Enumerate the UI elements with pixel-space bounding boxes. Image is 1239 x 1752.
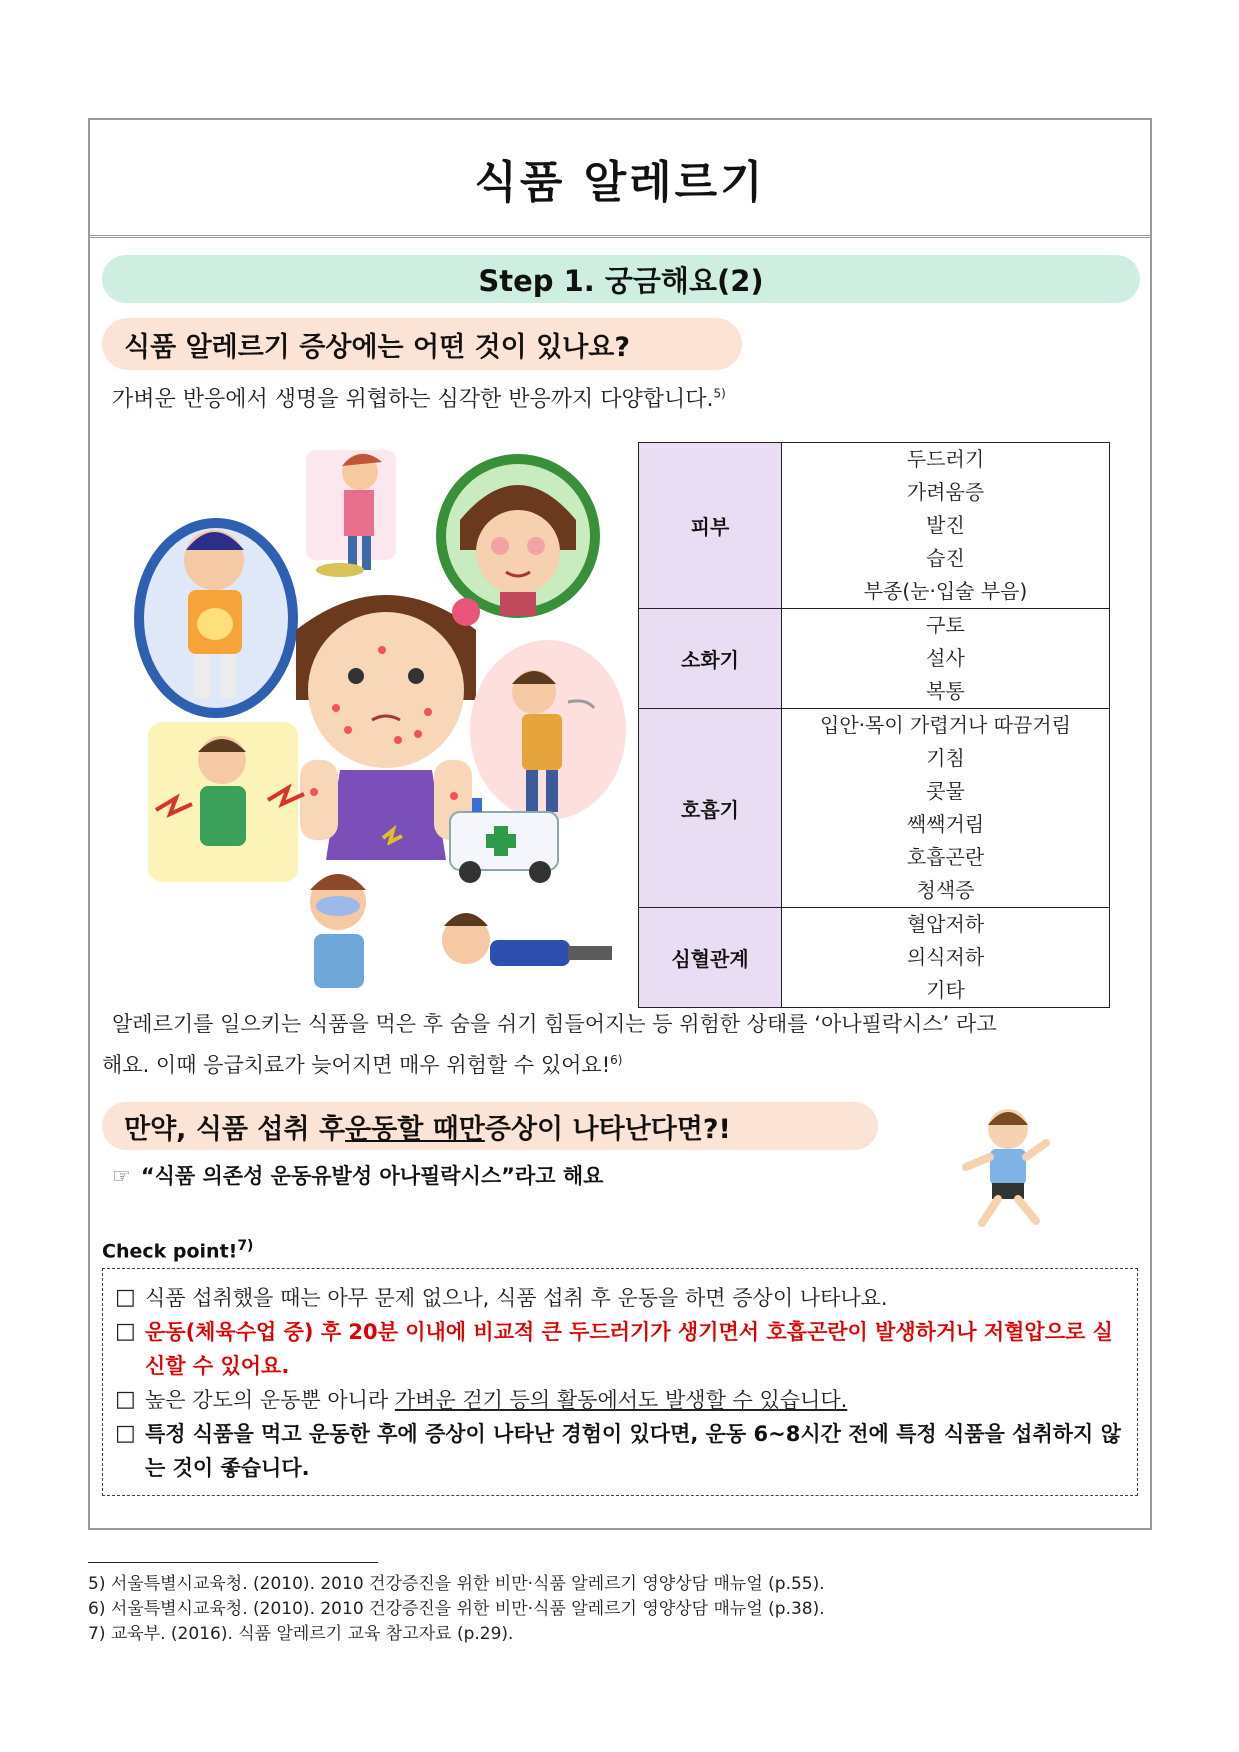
shocked-boy-figure (148, 722, 304, 882)
checkbox-icon[interactable]: □ (115, 1421, 136, 1446)
check-item-text: 특정 식품을 먹고 운동한 후에 증상이 나타난 경험이 있다면, 운동 6~8시간 전에 특정 식품을 섭취하지 않는 것이 좋습니다. (145, 1422, 1121, 1480)
step-banner: Step 1. 궁금해요(2) (102, 255, 1140, 303)
footnote-ref-5: 5) (713, 386, 726, 401)
exercise-anaphylaxis-text: “식품 의존성 운동유발성 아나필락시스”라고 해요 (140, 1164, 604, 1188)
intro-text (112, 382, 726, 413)
anaphylaxis-line-2-text: 해요. 이때 응급치료가 늦어지면 매우 위험할 수 있어요! (102, 1053, 611, 1077)
check-point-title (102, 1238, 253, 1262)
symptom-items-cell (782, 443, 1110, 609)
footnotes (88, 1572, 825, 1647)
symptom-item: 의식저하 (906, 945, 985, 969)
footnote-ref-6: 6) (610, 1053, 623, 1067)
question2-after: 증상이 나타난다면?! (484, 1113, 731, 1145)
symptom-item: 구토 (926, 613, 965, 637)
symptom-item: 쌕쌕거림 (906, 812, 985, 836)
check-item-text: 운동(체육수업 중) 후 20분 이내에 비교적 큰 두드러기가 생기면서 호흡곤란이 발생하거나 저혈압으로 실신할 수 있어요. (145, 1320, 1113, 1378)
content-frame (88, 118, 1152, 1530)
anaphylaxis-line-1: 알레르기를 일으키는 식품을 먹은 후 숨을 쉬기 힘들어지는 등 위험한 상태를 ‘아나필락시스’ 라고 (112, 1012, 997, 1036)
itchy-eyes-girl-figure (436, 454, 600, 618)
symptom-table (638, 442, 1110, 1008)
fainted-boy-figure (442, 913, 612, 966)
checkbox-icon[interactable]: □ (115, 1387, 136, 1412)
question2-underlined: 운동할 때만 (345, 1113, 485, 1145)
symptom-table-row (639, 709, 1110, 908)
page-title: 식품 알레르기 (474, 156, 766, 208)
footnote-ref-7: 7) (237, 1238, 254, 1254)
symptom-item: 기타 (926, 978, 965, 1002)
symptom-category-cell: 심혈관계 (639, 908, 782, 1008)
check-point-box (102, 1268, 1138, 1496)
running-boy-illustration (950, 1105, 1058, 1235)
footnote-6: 6) 서울특별시교육청. (2010). 2010 건강증진을 위한 비만·식품 알레르기 영양상담 매뉴얼 (p.38). (88, 1599, 825, 1619)
check-item-text-before: 높은 강도의 운동뿐 아니라 (145, 1388, 395, 1412)
check-item-text-underlined: 가벼운 걷기 등의 활동에서도 발생할 수 있습니다. (394, 1388, 848, 1412)
symptom-items-cell (782, 609, 1110, 709)
symptom-items-cell (782, 908, 1110, 1008)
symptom-items-cell (782, 709, 1110, 908)
question2-before: 만약, 식품 섭취 후 (124, 1113, 346, 1145)
check-point-label: Check point! (102, 1240, 238, 1263)
allergy-symptoms-illustration (128, 440, 628, 988)
symptom-item: 복통 (926, 679, 965, 703)
symptom-item: 콧물 (926, 779, 965, 803)
check-item (115, 1383, 1125, 1417)
symptom-item: 혈압저하 (906, 912, 985, 936)
symptom-item: 기침 (926, 746, 965, 770)
stomach-pain-boy-figure (134, 518, 298, 718)
anaphylaxis-line-2 (102, 1042, 1142, 1083)
symptom-item: 입안·목이 가렵거나 따끔거림 (820, 713, 1071, 737)
check-item-warning (115, 1315, 1125, 1383)
exercise-anaphylaxis-line (112, 1160, 603, 1190)
question-exercise-heading (102, 1102, 878, 1150)
footnote-divider (88, 1562, 378, 1563)
question-symptoms-heading: 식품 알레르기 증상에는 어떤 것이 있나요? (102, 318, 742, 370)
symptom-category-cell: 피부 (639, 443, 782, 609)
symptom-item: 호흡곤란 (906, 845, 985, 869)
checkbox-icon[interactable]: □ (115, 1285, 136, 1310)
coughing-boy-figure (470, 640, 626, 820)
pointing-hand-icon: ☞ (112, 1164, 131, 1188)
check-item-text: 식품 섭취했을 때는 아무 문제 없으나, 식품 섭취 후 운동을 하면 증상이 나타나요. (145, 1286, 888, 1310)
symptom-item: 두드러기 (906, 447, 985, 471)
symptom-item: 청색증 (916, 878, 975, 902)
vomiting-girl-figure (306, 450, 396, 577)
symptom-item: 설사 (926, 646, 965, 670)
anaphylaxis-paragraph (102, 1006, 1142, 1083)
checkbox-icon[interactable]: □ (115, 1319, 136, 1344)
check-item-text (145, 1383, 1125, 1417)
symptom-category-cell: 소화기 (639, 609, 782, 709)
symptom-table-row (639, 443, 1110, 609)
title-box (90, 120, 1150, 238)
footnote-7: 7) 교육부. (2016). 식품 알레르기 교육 참고자료 (p.29). (88, 1624, 514, 1644)
check-item-advice (115, 1417, 1125, 1485)
symptom-table-row (639, 908, 1110, 1008)
intro-sentence: 가벼운 반응에서 생명을 위협하는 심각한 반응까지 다양합니다. (112, 387, 714, 412)
symptom-table-row (639, 609, 1110, 709)
check-item (115, 1281, 1125, 1315)
symptom-item: 가려움증 (906, 480, 985, 504)
symptom-item: 습진 (926, 546, 965, 570)
symptom-category-cell: 호흡기 (639, 709, 782, 908)
symptom-item: 부종(눈·입술 부음) (863, 579, 1028, 603)
footnote-5: 5) 서울특별시교육청. (2010). 2010 건강증진을 위한 비만·식품 알레르기 영양상담 매뉴얼 (p.55). (88, 1574, 825, 1594)
symptom-item: 발진 (926, 513, 965, 537)
